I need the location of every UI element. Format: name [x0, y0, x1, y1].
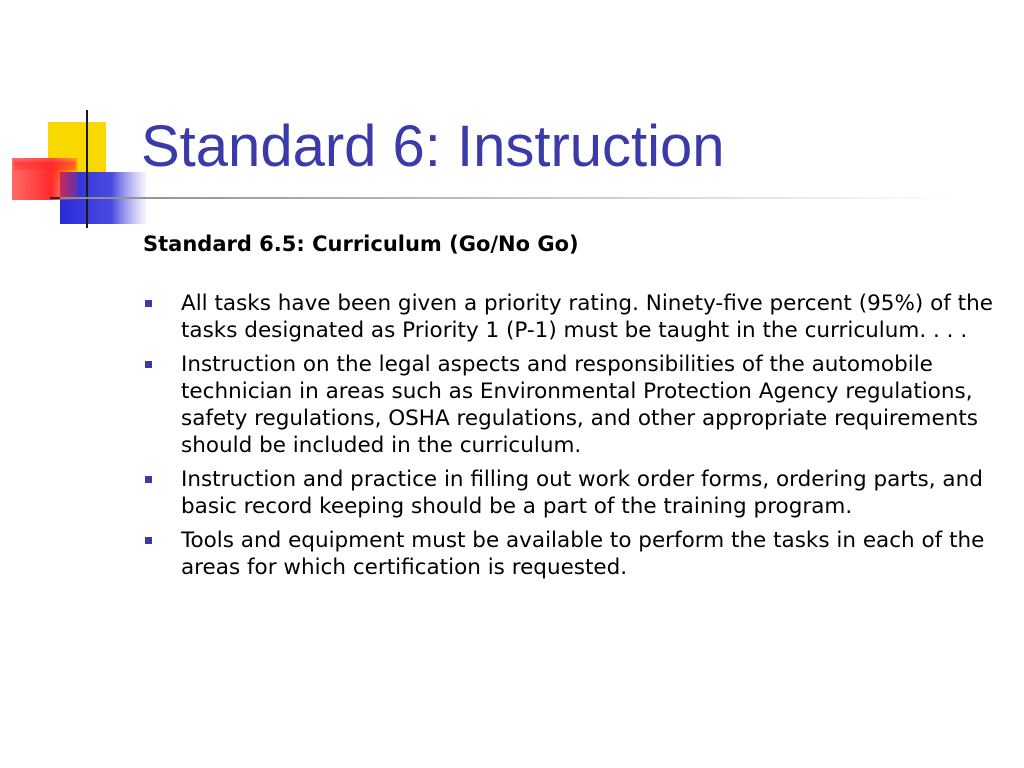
bullet-item — [143, 351, 1003, 459]
square-bullet-icon — [145, 361, 152, 368]
square-bullet-icon — [145, 300, 152, 307]
bullet-item — [143, 466, 1003, 520]
bullet-item — [143, 527, 1003, 581]
square-bullet-icon — [145, 537, 152, 544]
bullet-text: All tasks have been given a priority rating. Ninety-five percent (95%) of the tasks designated as Priority 1 (P-1) must be taught in the curriculum. . . . — [181, 291, 993, 343]
title-underline-divider — [60, 197, 960, 199]
square-bullet-icon — [145, 476, 152, 483]
bullet-text: Instruction and practice in filling out work order forms, ordering parts, and basic record keeping should be a part of the training program. — [181, 467, 983, 519]
bullet-text: Instruction on the legal aspects and responsibilities of the automobile technician in areas such as Environmental Protection Agency regulations, safety regulations, OSHA regulations, and other appropriate requirements should be included in the curriculum. — [181, 352, 978, 458]
deco-vertical-line — [86, 110, 88, 228]
bullet-item — [143, 290, 1003, 344]
slide-title: Standard 6: Instruction — [141, 114, 725, 179]
slide-subtitle: Standard 6.5: Curriculum (Go/No Go) — [143, 232, 579, 256]
bullet-list — [143, 290, 1003, 588]
corner-decoration-graphic — [0, 0, 150, 240]
bullet-text: Tools and equipment must be available to perform the tasks in each of the areas for which certification is requested. — [181, 528, 985, 580]
